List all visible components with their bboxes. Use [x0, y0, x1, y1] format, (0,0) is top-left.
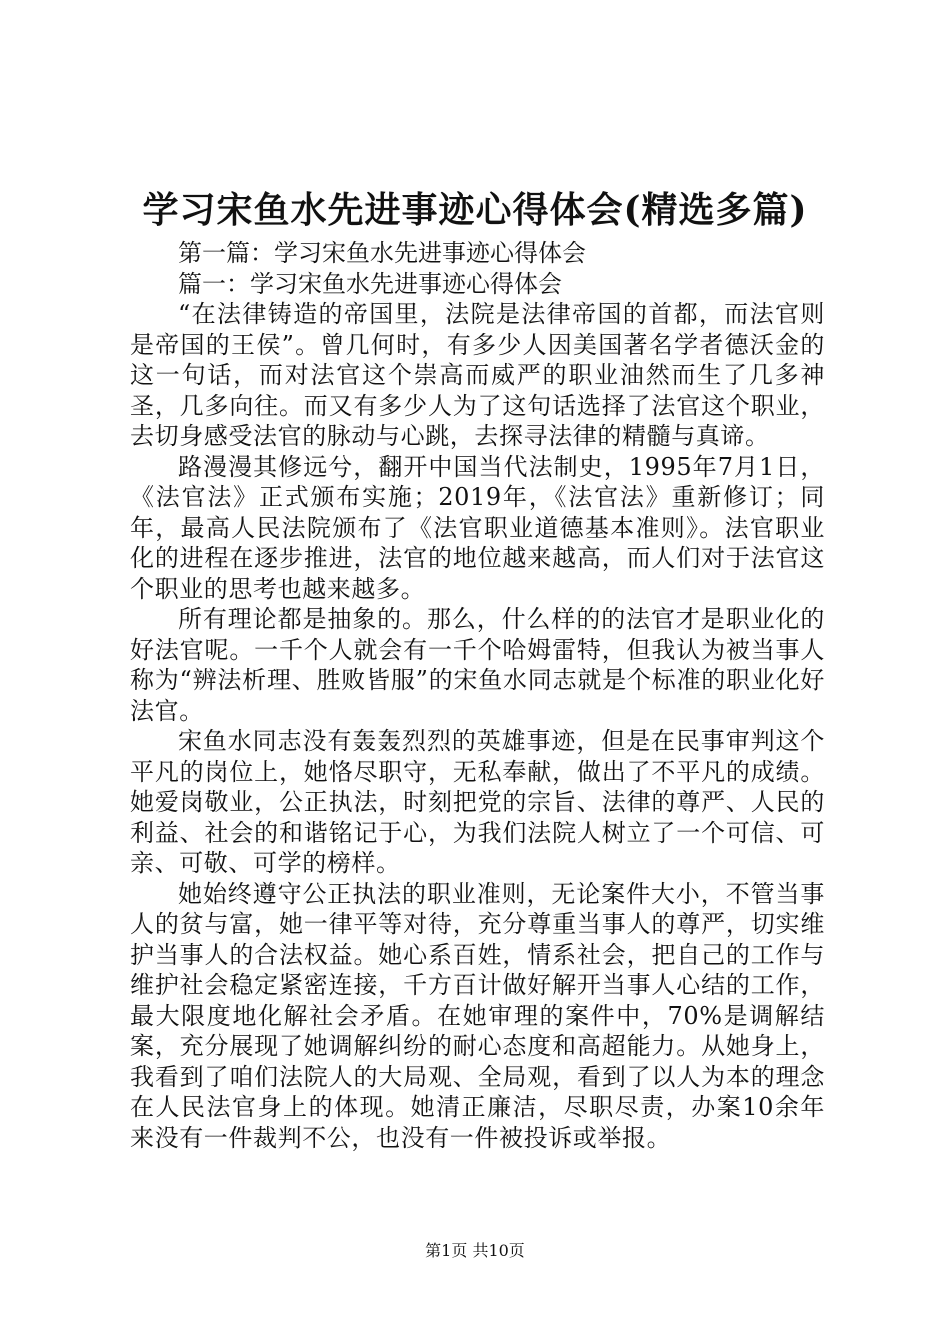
section-heading: 第一篇：学习宋鱼水先进事迹心得体会 [178, 239, 586, 267]
page-number: 第1页 共10页 [425, 1241, 525, 1260]
paragraph: 路漫漫其修远兮，翻开中国当代法制史，1995年7月1日，《法官法》正式颁布实施；2019年，《法官法》重新修订；同年，最高人民法院颁布了《法官职业道德基本准则》。法官职业化的进程在逐步推进，法官的地位越来越高，而人们对于法官这个职业的思考也越来越多。 [130, 452, 825, 603]
subsection-heading: 篇一：学习宋鱼水先进事迹心得体会 [178, 269, 562, 298]
paragraph: 她始终遵守公正执法的职业准则，无论案件大小，不管当事人的贫与富，她一律平等对待，充分尊重当事人的尊严，切实维护当事人的合法权益。她心系百姓，情系社会，把自己的工作与维护社会稳定紧密连接，千方百计做好解开当事人心结的工作，最大限度地化解社会矛盾。在她审理的案件中，70%是调解结案，充分展现了她调解纠纷的耐心态度和高超能力。从她身上，我看到了咱们法院人的大局观、全局观，看到了以人为本的理念在人民法官身上的体现。她清正廉洁，尽职尽责，办案10余年来没有一件裁判不公，也没有一件被投诉或举报。 [130, 879, 825, 1152]
document-title: 学习宋鱼水先进事迹心得体会(精选多篇) [142, 189, 808, 231]
document-body [130, 238, 825, 1153]
paragraph: “在法律铸造的帝国里，法院是法律帝国的首都，而法官则是帝国的王侯”。曾几何时，有多少人因美国著名学者德沃金的这一句话，而对法官这个崇高而威严的职业油然而生了几多神圣，几多向往。而又有多少人为了这句话选择了法官这个职业，去切身感受法官的脉动与心跳，去探寻法律的精髓与真谛。 [130, 300, 825, 450]
paragraph: 所有理论都是抽象的。那么，什么样的的法官才是职业化的好法官呢。一千个人就会有一千个哈姆雷特，但我认为被当事人称为“辨法析理、胜败皆服”的宋鱼水同志就是个标准的职业化好法官。 [130, 605, 825, 725]
paragraph: 宋鱼水同志没有轰轰烈烈的英雄事迹，但是在民事审判这个平凡的岗位上，她恪尽职守，无私奉献，做出了不平凡的成绩。她爱岗敬业，公正执法，时刻把党的宗旨、法律的尊严、人民的利益、社会的和谐铭记于心，为我们法院人树立了一个可信、可亲、可敬、可学的榜样。 [130, 727, 825, 877]
